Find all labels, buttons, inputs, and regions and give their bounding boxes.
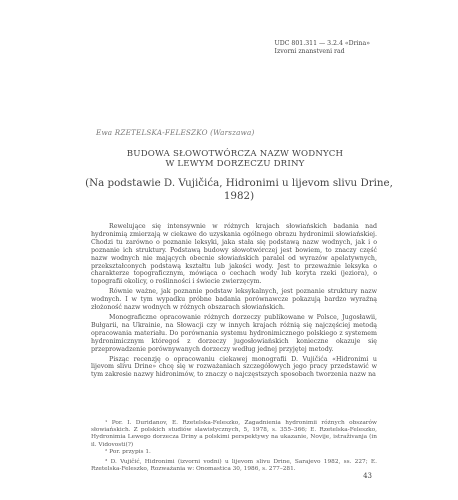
title-line-1: BUDOWA SŁOWOTWÓRCZA NAZW WODNYCH (126, 149, 344, 159)
classification-header (275, 40, 370, 56)
footnote-2: ² Por. przypis 1. (105, 448, 151, 455)
article-title (80, 149, 390, 169)
author-name: Ewa RZETELSKA-FELESZKO (Warszawa) (96, 128, 255, 137)
title-line-2: W LEWYM DORZECZU DRINY (165, 159, 305, 169)
article-body (91, 223, 377, 379)
udc-code: UDC 801.311 — 3.2.4 «Drina» (274, 40, 370, 47)
paragraph-3: Monograficzne opracowanie różnych dorzeczy publikowane w Polsce, Jugosławii, Bułgarii, na Ukrainie, na Słowacji czy w innych krajach różnią się najczęściej metodą opracowania materiału. Do porównania systemu hydronimicznego polskiego z systemem hydronimicznym któregoś z dorzeczy jugosłowiańskich konieczne okazuje się przeprowadzenie porównywanych dorzeczy według jednej przyjętej metody. (91, 313, 377, 353)
footnotes (91, 420, 377, 473)
footnote-1: ¹ Por. I. Duridanov, E. Rzetelska-Feleszko, Zagadnienia hydronimii różnych obszarów słowiańskich. Z polskich studiów slawistycznych, 5, 1978, s. 355–366; E. Rzetelska-Feleszko, Hydronimia Lewego dorzecza Driny a polskimi perspektywy na ukazanie, Novije, istraživanja (in il. Vidovosti(?) (91, 420, 377, 448)
page-number: 43 (363, 472, 372, 480)
article-subtitle: (Na podstawie D. Vujičića, Hidronimi u lijevom slivu Drine, 1982) (85, 177, 393, 202)
paper-type: Izvorni znanstveni rad (274, 48, 345, 55)
footnote-3: ³ D. Vujičić, Hidronimi (izvorni vodni) u lijevom slivu Drine, Sarajevo 1982, ss. 227; E. Rzetelska-Feleszko, Rozważania w: Onomastica 30, 1986, s. 277–281. (91, 459, 377, 473)
paragraph-1: Rewelujące się intensywnie w różnych krajach słowiańskich badania nad hydronimią zmierzają w ciekawe do uzyskania ogólnego obrazu hydronimii słowiańskiej. Chodzi tu zarówno o poznanie leksyki, jaka stała się podstawą nazw wodnych, jak i o poznanie ich struktury. Podstawą budowy słowotwórczej jest bowiem, to znaczy część nazw wodnych nie mających obecnie słowiańskich paralel od wyrazów apelatywnych, przekształconych podstawą kształtu lub jakości wody. Jest to przeważnie leksyka o charakterze topograficznym, mówiąca o cechach wody lub koryta rzeki (jeziora), o topografii okolicy, o roślinności i świecie zwierzęcym. (91, 223, 377, 286)
paragraph-2: Równie ważne, jak poznanie podstaw leksykalnych, jest poznanie struktury nazw wodnych. I w tym wypadku próbne badania porównawcze pokazują bardzo wyraźną złożoność nazw wodnych w różnych obszarach słowiańskich. (91, 288, 377, 312)
paragraph-4: Pisząc recenzję o opracowaniu ciekawej monografii D. Vujičića «Hidronimi u lijevom slivu Drine» chcę się w rozważaniach szczegółowych jego pracy przedstawić w tym zakresie nazwy hidronimów, to znaczy o najczęstszych sposobach tworzenia nazw na (91, 355, 377, 379)
